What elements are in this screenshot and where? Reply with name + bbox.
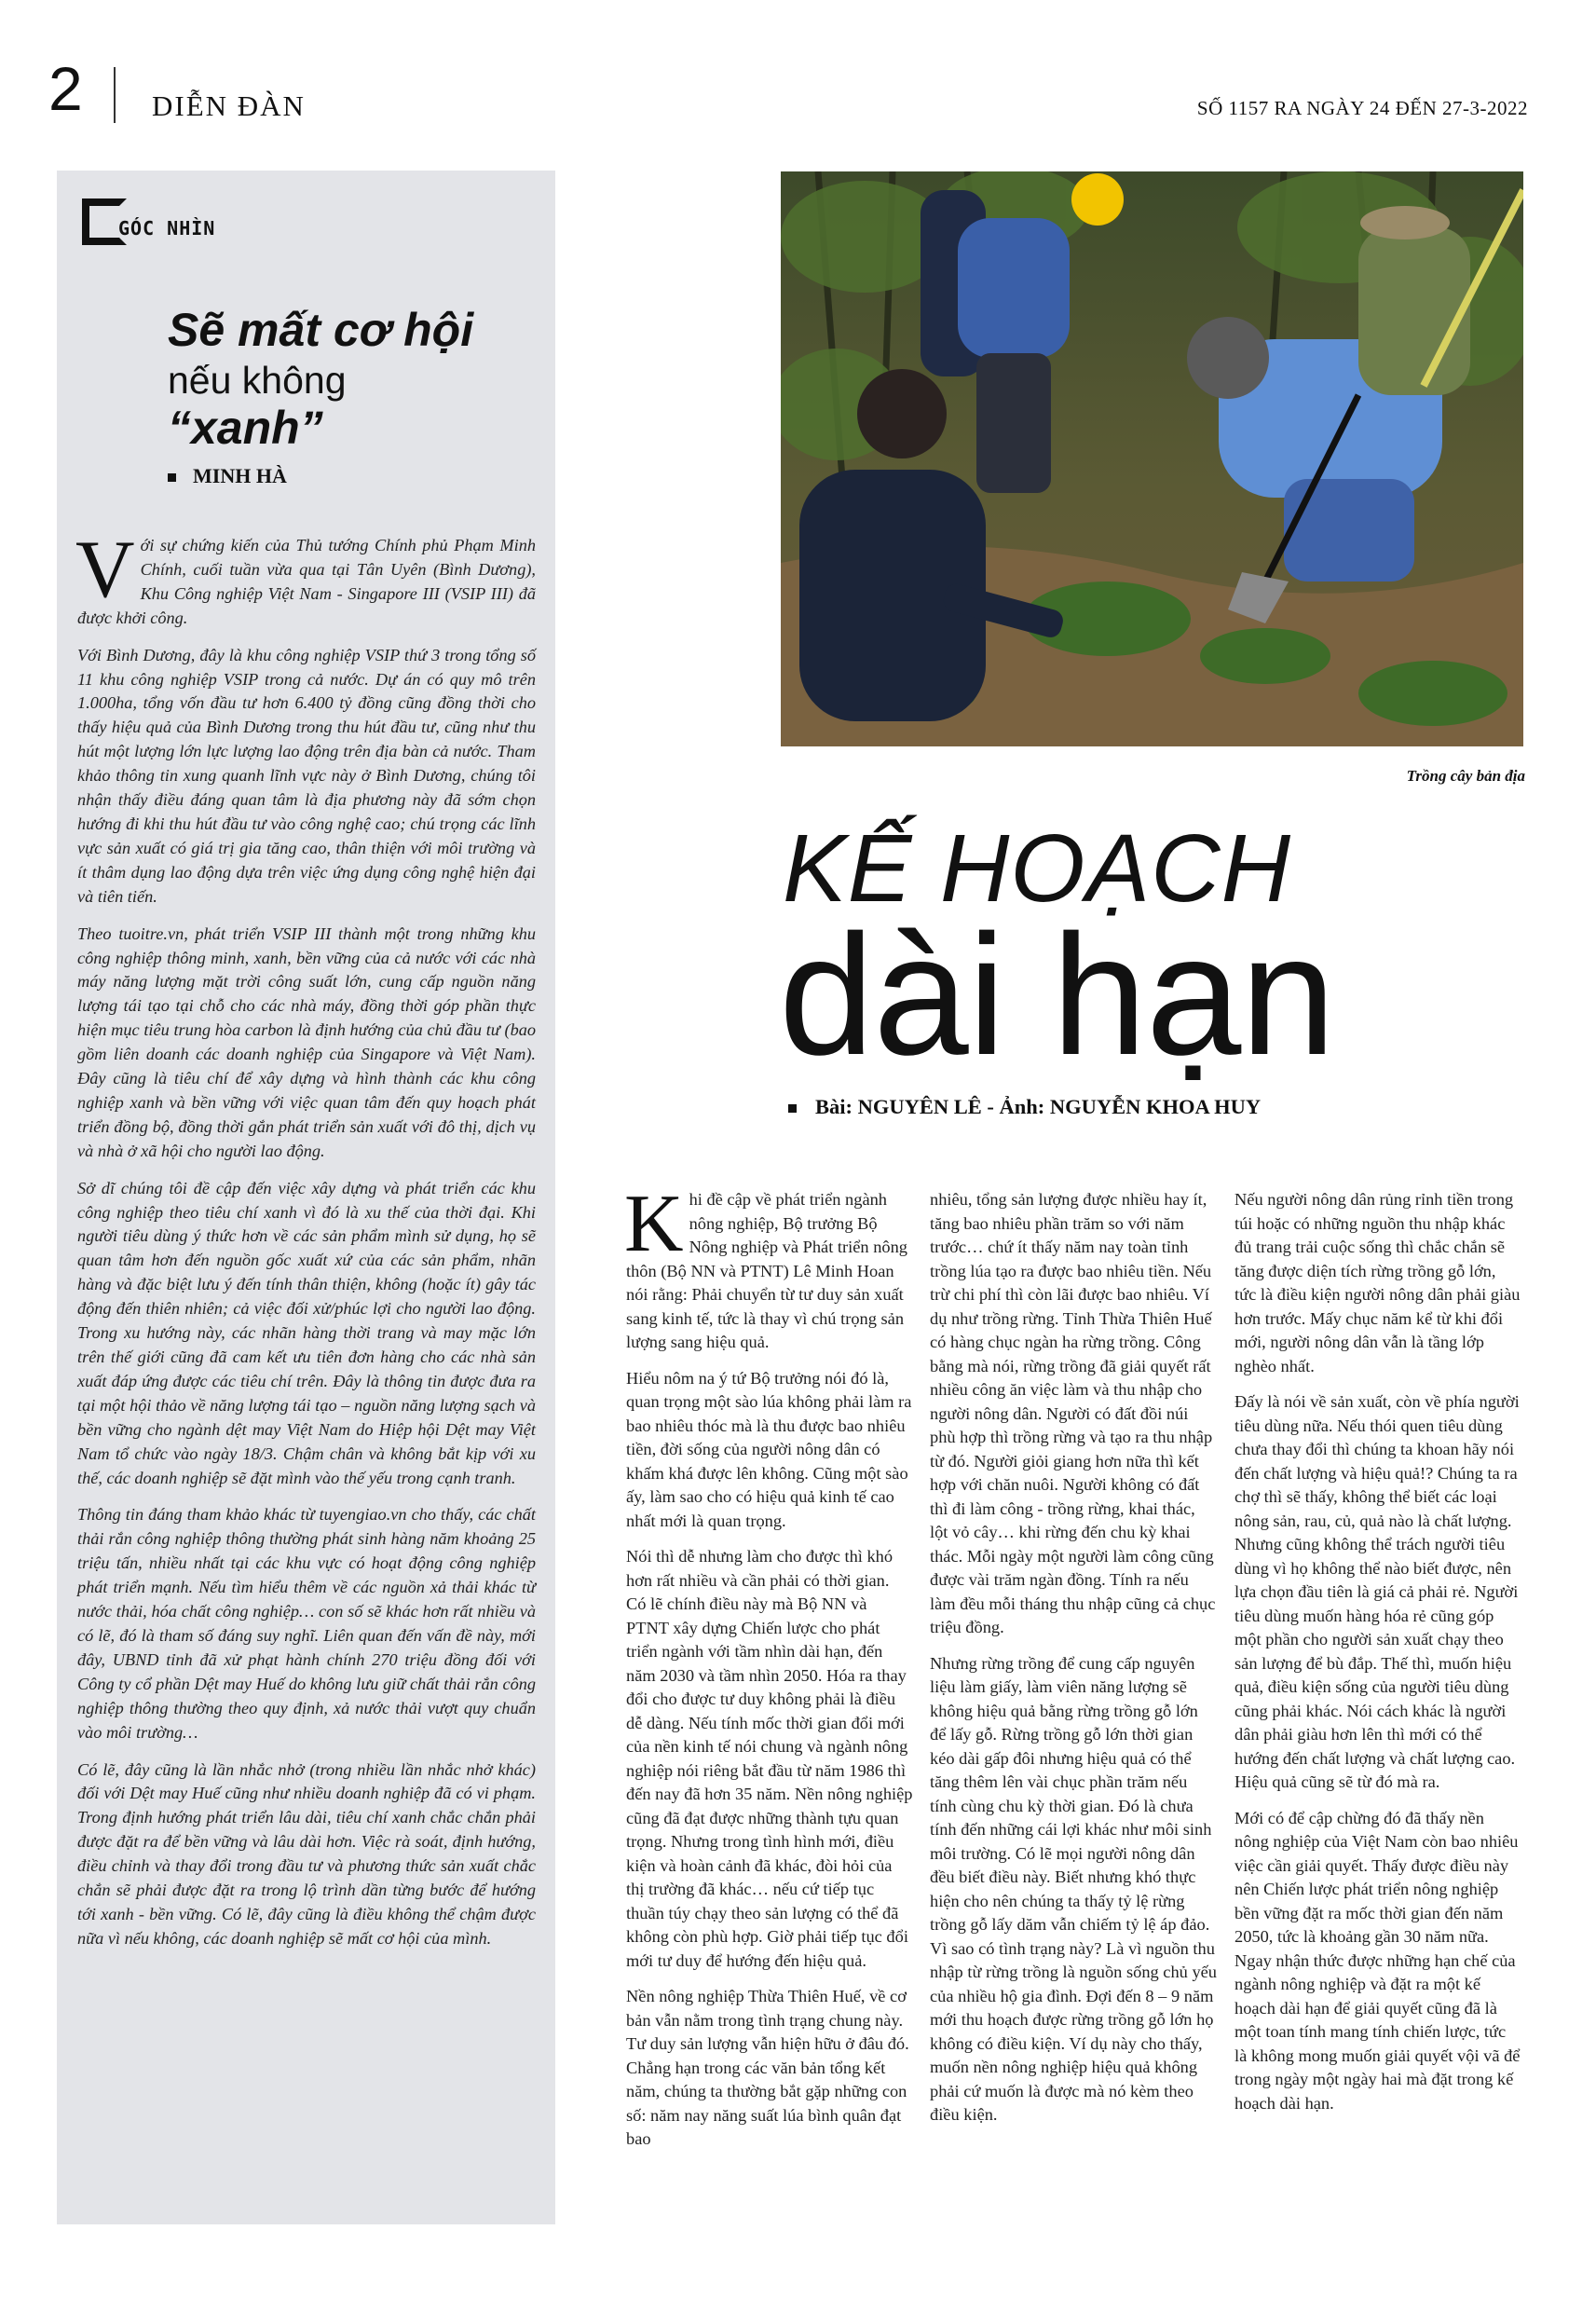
article-byline: Bài: NGUYÊN LÊ - Ảnh: NGUYỄN KHOA HUY	[788, 1095, 1261, 1119]
article-column-3	[1235, 1188, 1521, 2127]
sidebar-paragraph: Thông tin đáng tham khảo khác từ tuyengiao.vn cho thấy, các chất thải rắn công nghiệp thông thường phát sinh hàng năm khoảng 25 triệu tấn, nhiều nhất tại các khu vực có hoạt động công nghiệp phát triển mạnh. Nếu tìm hiểu thêm về các nguồn xả thải khác từ nước thải, hóa chất công nghiệp… con số sẽ khác hơn rất nhiều và có lẽ, đó là tham số đáng suy nghĩ. Liên quan đến vấn đề này, mới đây, UBND tỉnh đã xử phạt hành chính 270 triệu đồng đối với Công ty cổ phần Dệt may Huế do không lưu giữ chất thải rắn công nghiệp thông thường theo quy định, xả nước thải vượt quy chuẩn vào môi trường…	[77, 1505, 536, 1742]
article-paragraph: Khi đề cập về phát triển ngành nông nghiệp, Bộ trưởng Bộ Nông nghiệp và Phát triển nông thôn (Bộ NN và PTNT) Lê Minh Hoan nói rằng: Phải chuyển từ tư duy sản xuất sang kinh tế, tức là thay vì chú trọng sản lượng sang hiệu quả.	[624, 1179, 908, 1351]
sidebar-title-line-2: nếu không	[168, 359, 347, 402]
photo-caption: Trồng cây bản địa	[1406, 767, 1525, 785]
sidebar-author: MINH HÀ	[168, 464, 287, 488]
sidebar-paragraph: Với Bình Dương, đây là khu công nghiệp VSIP thứ 3 trong tổng số 11 khu công nghiệp VSIP trong cả nước. Dự án có quy mô trên 1.000ha, tổng vốn đầu tư hơn 6.400 tỷ đồng cũng đồng thời cho thấy hiệu quả của Bình Dương trong thu hút đầu tư, cũng như thu hút một lượng lớn lực lượng lao động trên địa bàn cả nước. Tham khảo thông tin xung quanh lĩnh vực này ở Bình Dương, chúng tôi nhận thấy điều đáng quan tâm là địa phương này đã sớm chọn hướng đi khi thu hút đầu tư vào công nghệ cao; chú trọng các lĩnh vực sản xuất có giá trị gia tăng cao, thân thiện với môi trường và ít thâm dụng lao động dựa trên việc ứng dụng công nghệ hiện đại và tiên tiến.	[77, 645, 536, 906]
sidebar-title-line-3: “xanh”	[168, 402, 323, 454]
article-column-2	[930, 1188, 1217, 2140]
article-paragraph: nhiêu, tổng sản lượng được nhiều hay ít, tăng bao nhiêu phần trăm so với năm trước… chứ ít thấy năm nay toàn tỉnh trồng lúa tạo ra được bao nhiêu tiền. Nếu trừ chi phí thì còn lãi được bao nhiêu. Ví dụ như trồng rừng. Tỉnh Thừa Thiên Huế có hàng chục ngàn ha rừng trồng. Công bằng mà nói, rừng trồng đã giải quyết rất nhiều công ăn việc làm và thu nhập cho người nông dân. Người có đất đồi núi phù hợp thì trồng rừng và tạo ra thu nhập từ đó. Người giỏi giang hơn nữa thì kết hợp với chăn nuôi. Người không có đất thì đi làm công - trồng rừng, khai thác, lột vỏ cây… khi rừng đến chu kỳ khai thác. Mỗi ngày một người làm công cũng được vài trăm ngàn đồng. Tính ra nếu làm đều mỗi tháng thu nhập cũng cả chục triệu đồng.	[930, 1190, 1216, 1636]
sidebar-paragraph: Sở dĩ chúng tôi đề cập đến việc xây dựng và phát triển các khu công nghiệp theo tiêu chí xanh vì đó là xu thế của thời đại. Khi người tiêu dùng ý thức hơn về các sản phẩm mình sử dụng, họ sẽ quan tâm hơn đến nguồn gốc xuất xứ của các sản phẩm, nhãn hàng và đặc biệt lưu ý đến tính thân thiện, không (hoặc ít) gây tác động đến thiên nhiên; cả việc đối xử/phúc lợi cho người lao động. Trong xu hướng này, các nhãn hàng thời trang và may mặc lớn trên thế giới cũng đã cam kết ưu tiên đơn hàng cho các nhà sản xuất đáp ứng được các tiêu chí trên. Đây là thông tin được đưa ra tại một hội thảo về năng lượng tái tạo – nguồn năng lượng sạch và bền vững cho ngành dệt may Việt Nam do Hiệp hội Dệt may Việt Nam tổ chức vào ngày 18/3. Chậm chân và không bắt kịp với xu thế, các doanh nghiệp sẽ đặt mình vào thế yếu trong cạnh tranh.	[77, 1178, 536, 1487]
article-paragraph: Nói thì dễ nhưng làm cho được thì khó hơn rất nhiều và cần phải có thời gian. Có lẽ chính điều này mà Bộ NN và PTNT xây dựng Chiến lược cho phát triển ngành với tầm nhìn dài hạn, đến năm 2030 và tầm nhìn 2050. Hóa ra thay đổi cho được tư duy không phải là điều dễ dàng. Nếu tính mốc thời gian đổi mới của nền kinh tế nói chung và ngành nông nghiệp nói riêng bắt đầu từ năm 1986 thì đến nay đã hơn 35 năm. Nền nông nghiệp cũng đã đạt được những thành tựu quan trọng. Nhưng trong tình hình mới, điều kiện và hoàn cảnh đã khác, đòi hỏi của thị trường đã khác… nếu cứ tiếp tục thuần túy chạy theo sản lượng có thể đã không còn phù hợp. Giờ phải tiếp tục đổi mới tư duy để hướng đến hiệu quả.	[626, 1547, 913, 1970]
article-paragraph: Nền nông nghiệp Thừa Thiên Huế, về cơ bản vẫn nằm trong tình trạng chung này. Tư duy sản lượng vẫn hiện hữu ở đâu đó. Chẳng hạn trong các văn bản tổng kết năm, chúng ta thường bắt gặp những con số: năm nay năng suất lúa bình quân đạt bao	[626, 1987, 909, 2148]
article-column-1	[624, 1179, 913, 2164]
article-paragraph: Hiểu nôm na ý tứ Bộ trưởng nói đó là, quan trọng một sào lúa không phải làm ra bao nhiêu thóc mà là thu được bao nhiêu tiền, đời sống của người nông dân có khấm khá được lên không. Cũng một sào ấy, làm sao cho có hiệu quả kinh tế cao nhất mới là quan trọng.	[626, 1368, 912, 1530]
sidebar-box	[57, 171, 555, 2224]
article-paragraph: Đấy là nói về sản xuất, còn về phía người tiêu dùng nữa. Nếu thói quen tiêu dùng chưa thay đổi thì chúng ta khoan hãy nói đến chất lượng và hiệu quả!? Chúng ta ra chợ thì sẽ thấy, không thể biết các loại nông sản, rau, củ, quả nào là chất lượng. Nhưng cũng không thể trách người tiêu dùng vì họ không thể nào biết được, nên lựa chọn đầu tiên là giá cả phải rẻ. Người tiêu dùng muốn hàng hóa rẻ cũng góp một phần cho người sản xuất chạy theo sản lượng để bù đắp. Thế thì, muốn hiệu quả, điều kiện sống của người tiêu dùng cũng phải khác. Nói cách khác là người dân phải giàu hơn lên thì mới có thể hướng đến chất lượng và chất lượng cao. Hiệu quả cũng sẽ từ đó mà ra.	[1235, 1392, 1520, 1791]
article-paragraph: Nếu người nông dân rủng rỉnh tiền trong túi hoặc có những nguồn thu nhập khác đủ trang trải cuộc sống thì chắc chắn sẽ tăng được diện tích rừng trồng gỗ lớn, tức là điều kiện người nông dân phải giàu hơn trước. Mấy chục năm kể từ khi đổi mới, người nông dân vẫn là tầng lớp nghèo nhất.	[1235, 1190, 1521, 1375]
article-photo	[781, 171, 1523, 746]
headline-line-1: KẾ HOẠCH	[783, 814, 1291, 922]
article-paragraph: Mới có để cập chừng đó đã thấy nền nông nghiệp của Việt Nam còn bao nhiêu việc cần giải quyết. Thấy được điều này nên Chiến lược phát triển nông nghiệp bền vững đặt ra mốc thời gian đến năm 2050, tức là khoảng gần 30 năm nữa. Ngay nhận thức được những hạn chế của ngành nông nghiệp và đặt ra một kế hoạch dài hạn để giải quyết cũng đã là một toan tính mang tính chiến lược, tức là không mong muốn giải quyết vội vã để trong ngày một ngày hai mà đặt trong kế hoạch dài hạn.	[1235, 1808, 1521, 2113]
header-divider	[114, 67, 116, 123]
section-name: DIỄN ĐÀN	[152, 89, 306, 122]
sidebar-paragraph: Theo tuoitre.vn, phát triển VSIP III thành một trong những khu công nghiệp thông minh, xanh, bền vững của cả nước với các nhà máy năng lượng mặt trời công suất lớn, cung cấp nguồn năng lượng tái tạo tại chỗ cho các nhà máy, đồng thời góp phần thực hiện mục tiêu trung hòa carbon là định hướng của chủ đầu tư (bao gồm liên doanh các doanh nghiệp của Singapore và Việt Nam). Đây cũng là tiêu chí để xây dựng và hình thành các khu công nghiệp xanh và bền vững với việc quan tâm đến quy hoạch phát triển đồng bộ, đồng thời gắn phát triển sản xuất với đô thị, dịch vụ và nhà ở xã hội cho người lao động.	[77, 923, 536, 1160]
page-number: 2	[48, 54, 83, 123]
issue-info: SỐ 1157 RA NGÀY 24 ĐẾN 27-3-2022	[1196, 97, 1528, 119]
sidebar-paragraph: Có lẽ, đây cũng là lần nhắc nhở (trong nhiều lần nhắc nhở khác) đối với Dệt may Huế cũng như nhiều doanh nghiệp đã có vi phạm. Trong định hướng phát triển lâu dài, tiêu chí xanh chắc chắn phải được đặt ra để bền vững và lâu dài hơn. Việc rà soát, định hướng, điều chỉnh và thay đổi trong đầu tư và phương thức sản xuất chắc chắn sẽ phải được đặt ra trong lộ trình dần từng bước để hướng tới xanh - bền vững. Có lẽ, đây cũng là điều không thể chậm được nữa vì nếu không, các doanh nghiệp sẽ mất cơ hội của mình.	[77, 1759, 536, 1948]
headline-line-2: dài hạn	[779, 898, 1335, 1090]
sidebar-title-line-1: Sẽ mất cơ hội	[168, 304, 474, 356]
sidebar-paragraph: Với sự chứng kiến của Thủ tướng Chính phủ Phạm Minh Chính, cuối tuần vừa qua tại Tân Uyên (Bình Dương), Khu Công nghiệp Việt Nam - Singapore III (VSIP III) đã được khởi công.	[75, 525, 536, 627]
article-paragraph: Nhưng rừng trồng để cung cấp nguyên liệu làm giấy, làm viên năng lượng sẽ không hiệu quả bằng rừng trồng gỗ lớn để lấy gỗ. Rừng trồng gỗ lớn thời gian kéo dài gấp đôi nhưng hiệu quả có thể tăng thêm lên vài chục phần trăm nếu tính cùng chu kỳ thời gian. Đó là chưa tính đến những cái lợi khác như môi sinh môi trường. Có lẽ mọi người nông dân đều biết điều này. Biết nhưng khó thực hiện cho nên chúng ta thấy tỷ lệ rừng trồng gỗ lấy dăm vẫn chiếm tỷ lệ áp đảo. Vì sao có tình trạng này? Là vì nguồn thu nhập từ rừng trồng là nguồn sống chủ yếu của nhiều hộ gia đình. Đợi đến 8 – 9 năm mới thu hoạch được rừng trồng gỗ lớn họ không có điều kiện. Ví dụ này cho thấy, muốn nền nông nghiệp hiệu quả không phải cứ muốn là được mà nó kèm theo điều kiện.	[930, 1653, 1218, 2124]
sidebar-label: GÓC NHÌN	[118, 217, 216, 239]
sidebar-body	[75, 525, 536, 1964]
sidebar-title	[168, 303, 540, 452]
